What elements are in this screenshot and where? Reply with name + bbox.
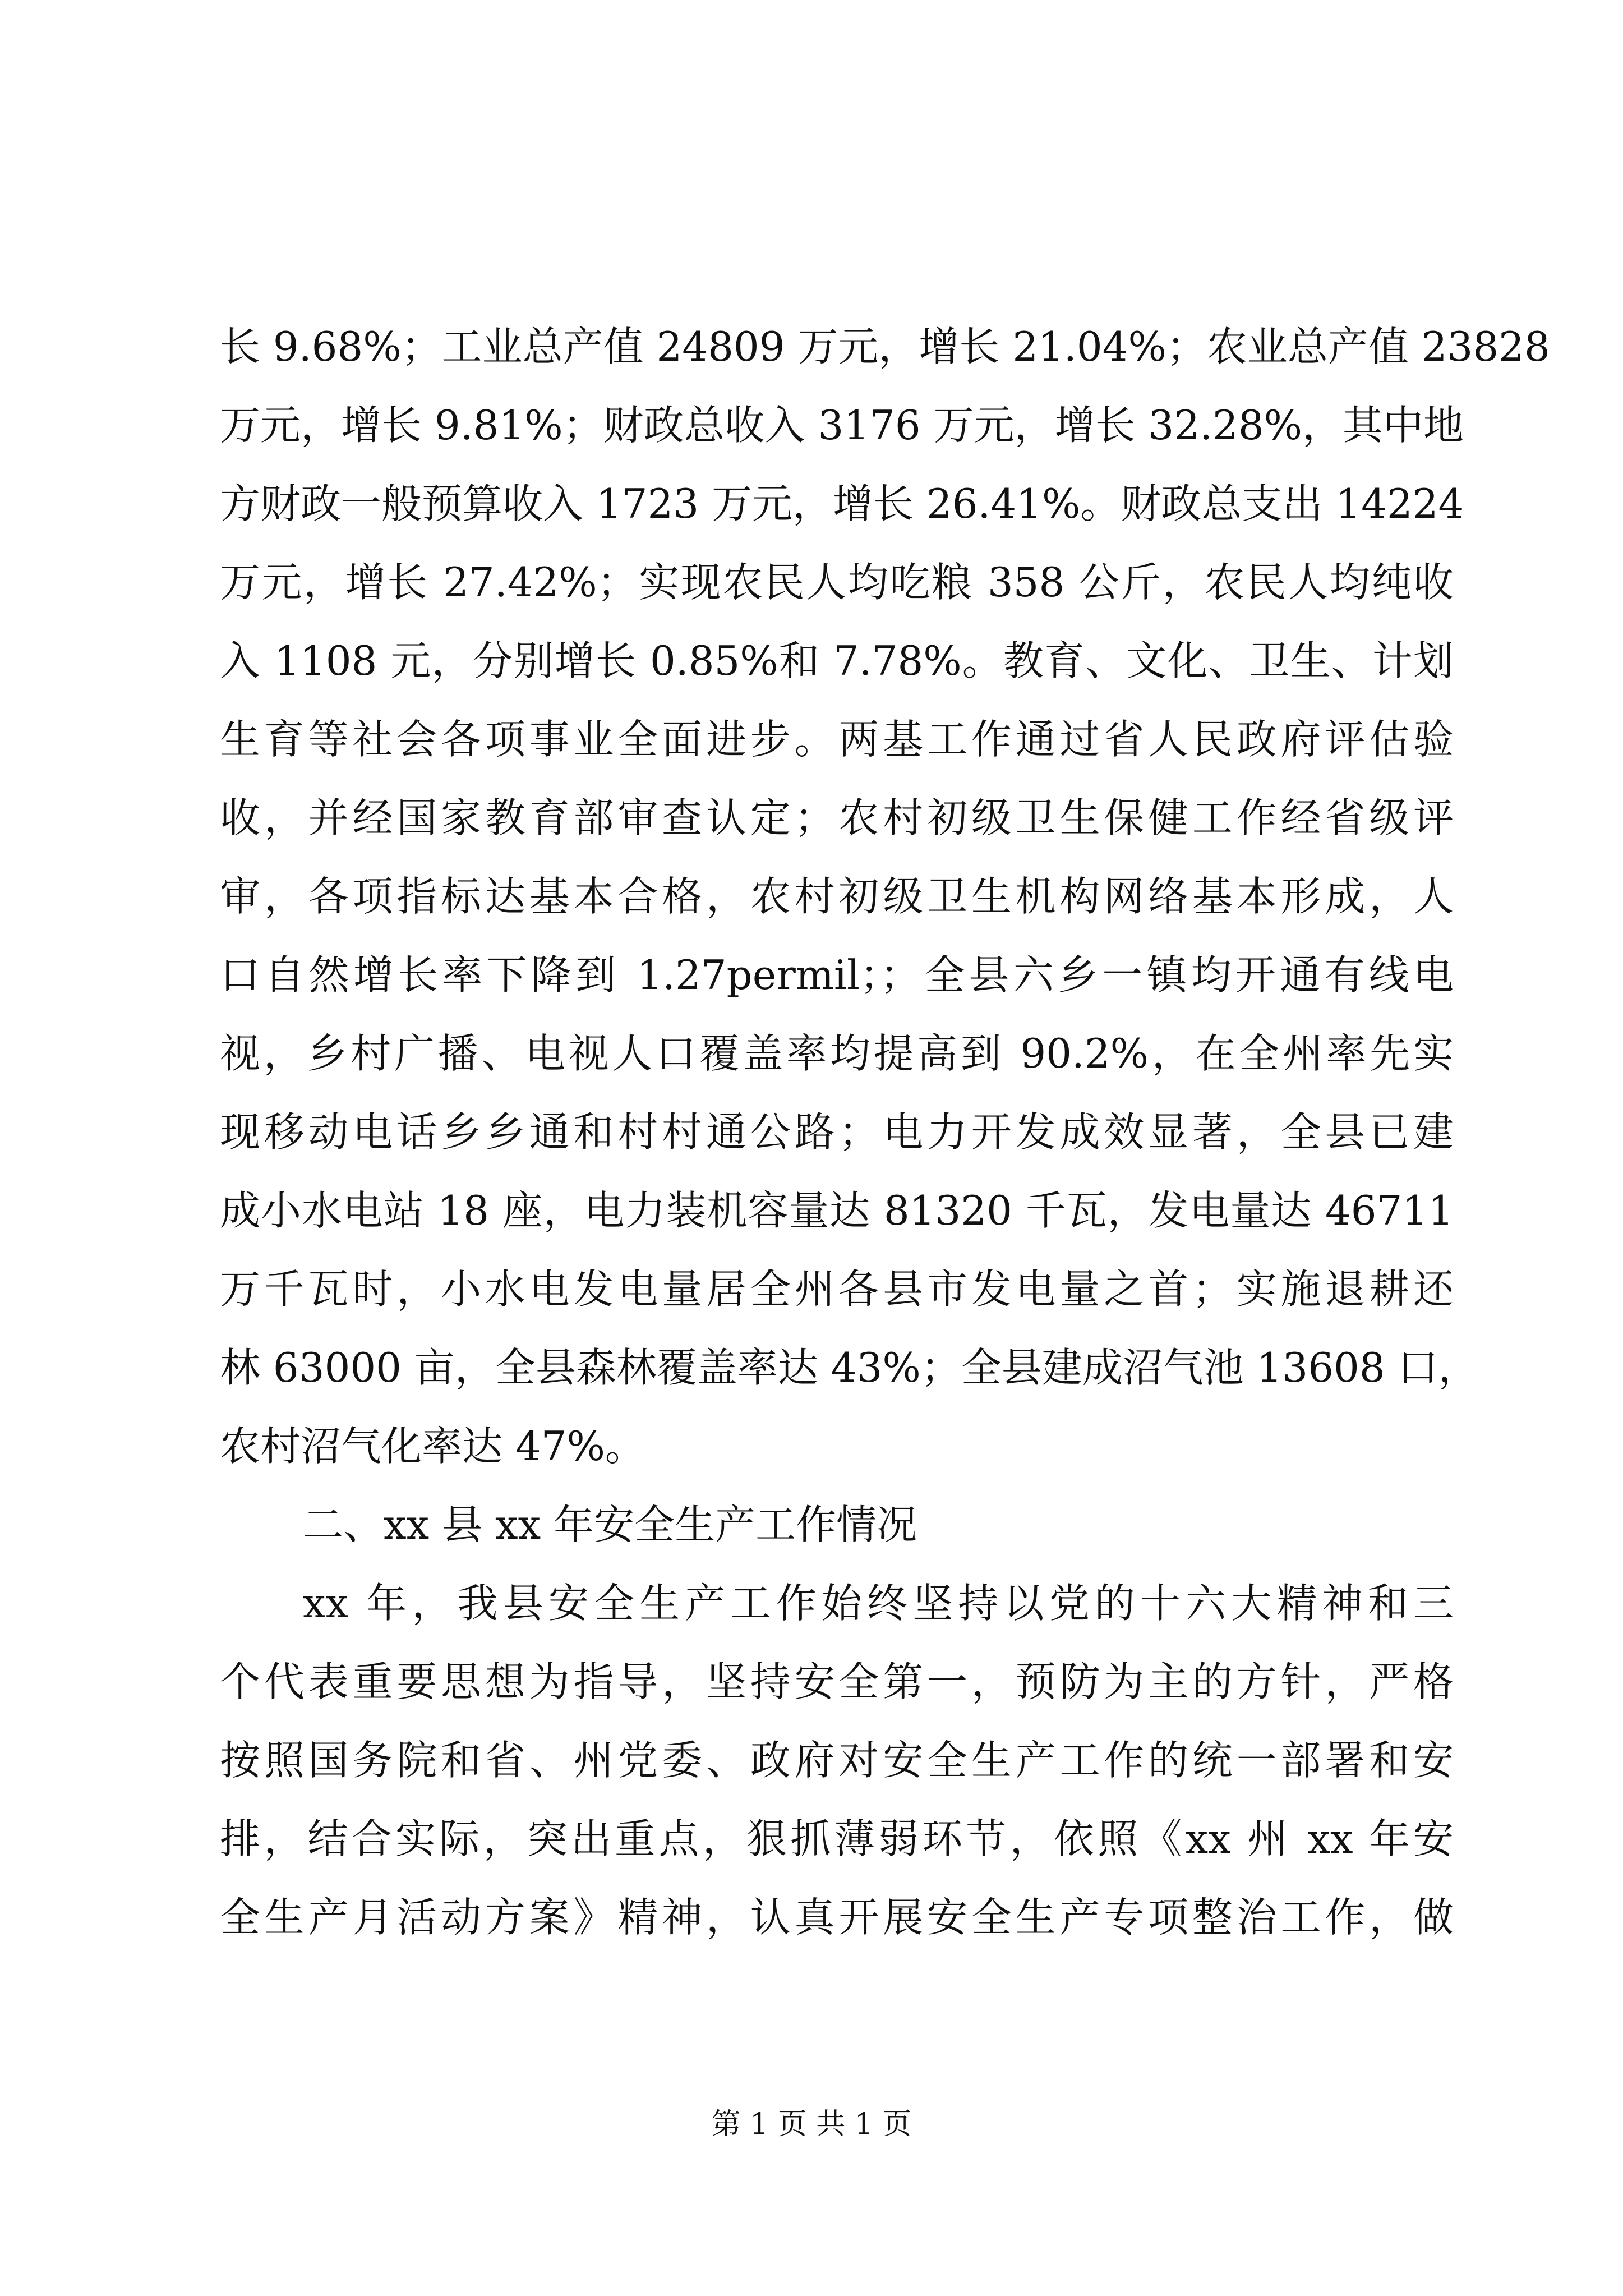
text-line: 成小水电站 18 座，电力装机容量达 81320 千瓦，发电量达 46711 xyxy=(220,1187,1454,1234)
text-line: 视，乡村广播、电视人口覆盖率均提高到 90.2%，在全州率先实 xyxy=(220,1030,1454,1077)
text-line: 全生产月活动方案》精神，认真开展安全生产专项整治工作，做 xyxy=(220,1894,1454,1941)
text-line: 排，结合实际，突出重点，狠抓薄弱环节，依照《xx 州 xx 年安 xyxy=(220,1815,1454,1862)
text-line: 个代表重要思想为指导，坚持安全第一，预防为主的方针，严格 xyxy=(220,1658,1454,1705)
text-line: 万元，增长 27.42%；实现农民人均吃粮 358 公斤，农民人均纯收 xyxy=(220,559,1454,606)
text-line: 方财政一般预算收入 1723 万元，增长 26.41%。财政总支出 14224 xyxy=(220,480,1464,527)
page-footer: 第 1 页 共 1 页 xyxy=(711,2108,912,2141)
text-line: 入 1108 元，分别增长 0.85%和 7.78%。教育、文化、卫生、计划 xyxy=(220,637,1454,684)
text-line: xx 年，我县安全生产工作始终坚持以党的十六大精神和三 xyxy=(303,1580,1454,1627)
section-heading: 二、xx 县 xx 年安全生产工作情况 xyxy=(303,1501,917,1548)
text-line: 长 9.68%；工业总产值 24809 万元，增长 21.04%；农业总产值 23828 xyxy=(220,323,1550,370)
text-line: 万元，增长 9.81%；财政总收入 3176 万元，增长 32.28%，其中地 xyxy=(220,402,1464,449)
text-line: 口自然增长率下降到 1.27permil；；全县六乡一镇均开通有线电 xyxy=(220,951,1454,999)
text-line: 农村沼气化率达 47%。 xyxy=(220,1423,645,1470)
text-line: 万千瓦时，小水电发电量居全州各县市发电量之首；实施退耕还 xyxy=(220,1266,1454,1313)
body-text xyxy=(220,307,1550,1957)
text-line: 收，并经国家教育部审查认定；农村初级卫生保健工作经省级评 xyxy=(220,794,1454,841)
text-line: 林 63000 亩，全县森林覆盖率达 43%；全县建成沼气池 13608 口， xyxy=(220,1344,1479,1391)
text-line: 按照国务院和省、州党委、政府对安全生产工作的统一部署和安 xyxy=(220,1737,1454,1784)
text-line: 生育等社会各项事业全面进步。两基工作通过省人民政府评估验 xyxy=(220,716,1454,763)
text-line: 审，各项指标达基本合格，农村初级卫生机构网络基本形成，人 xyxy=(220,873,1454,920)
text-line: 现移动电话乡乡通和村村通公路；电力开发成效显著，全县已建 xyxy=(220,1108,1454,1156)
